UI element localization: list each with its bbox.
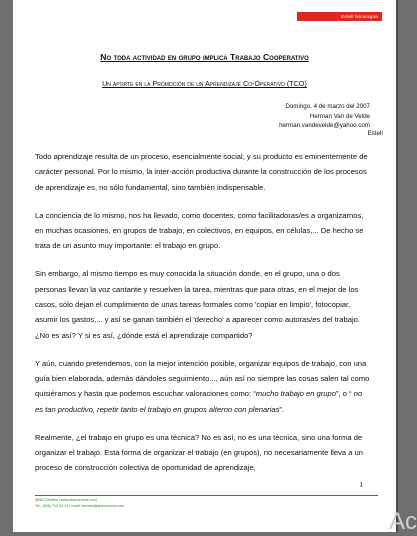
footer — [35, 498, 124, 509]
paragraph-4 — [35, 356, 371, 418]
meta-author: Herman Van de Velde — [309, 112, 370, 120]
activation-watermark: Ac — [388, 508, 417, 535]
paragraph-2: La conciencia de lo mismo, nos ha llevado, como docentes, como facilitadoras/es a organizarnos, en muchas ocasiones, en grupos de trabajo, en colectivos, en equipos, en células,... De hecho se trata de un asunto muy importante: el trabajo en grupo. — [35, 210, 364, 251]
quote-2: no es tan productivo, repetir tanto el trabajo en grupos alterno con plenarias — [35, 389, 363, 414]
paragraph-4-end: ”. — [279, 404, 285, 414]
document-subtitle: Un aporte en la Promoción de un Aprendizaje Co-Operativo (TCO) — [102, 79, 307, 88]
paragraph-5: Realmente, ¿el trabajo en grupo es una técnica? No es así, no es una técnica, sino una forma de organizar el trabajo. Esta forma de organizar el trabajo (en grupos), no necesariamente lleva a un proceso de construcción colectiva de oportunidad de aprendizaje, — [35, 432, 363, 473]
page-number: 1 — [359, 480, 363, 489]
meta-email[interactable]: herman.vandevelde@yahoo.com — [279, 122, 370, 130]
paragraph-4-mid: ”, o “ — [335, 389, 352, 399]
quote-1: mucho trabajo en grupo — [255, 389, 336, 399]
document-page — [13, 0, 396, 532]
meta-date: Domingo, 4 de marzo del 2007 — [285, 103, 370, 110]
paragraph-1: Todo aprendizaje resulta de un proceso, esencialmente social, y su producto es eminentemente de carácter personal. Por lo mismo, la inter-acción productiva durante la construcción de los procesos de aprendizaje es, no sólo fundamental, sino también indispensable. — [35, 152, 368, 192]
header-location-tag: Estelí Nicaragua — [297, 12, 382, 21]
paragraph-3: Sin embargo, al mismo tiempo es muy conocida la situación donde, en el grupo, una o dos personas llevan la voz cantante y resuelven la tarea, mientras que para otras, en el mejor de los casos, sólo dejan el cumplimiento de unas tareas formales como 'copiar en limpio', fotocopiar, asumir los gastos,... y así se ganan también el 'derecho' a aparecer como autoras/es del trabajo. ¿No es así? Y si es así, ¿dónde está el aprendizaje compartido? — [35, 269, 360, 340]
footer-divider — [35, 495, 378, 496]
footer-line-2[interactable]: Tel.: (505) 713 34 13 / email: herman@abacoenred.com — [35, 503, 125, 508]
document-meta — [279, 102, 370, 131]
document-body — [35, 149, 371, 488]
footer-line-1[interactable]: ABACOenRed (www.abacoenred.com) — [35, 498, 97, 502]
meta-city: Estelí — [367, 130, 383, 137]
document-title: No toda actividad en grupo implica Trabajo Cooperativo — [100, 52, 309, 62]
paragraph-4-text: Y aún, cuando pretendemos, con la mejor intención posible, organizar equipos de trabajo, con una guía bien elaborada, además dándoles seguimiento..., aún así no siempre las cosas salen tal como quisiéramos y hasta que podemos escuchar valoraciones como: “ — [35, 358, 370, 399]
